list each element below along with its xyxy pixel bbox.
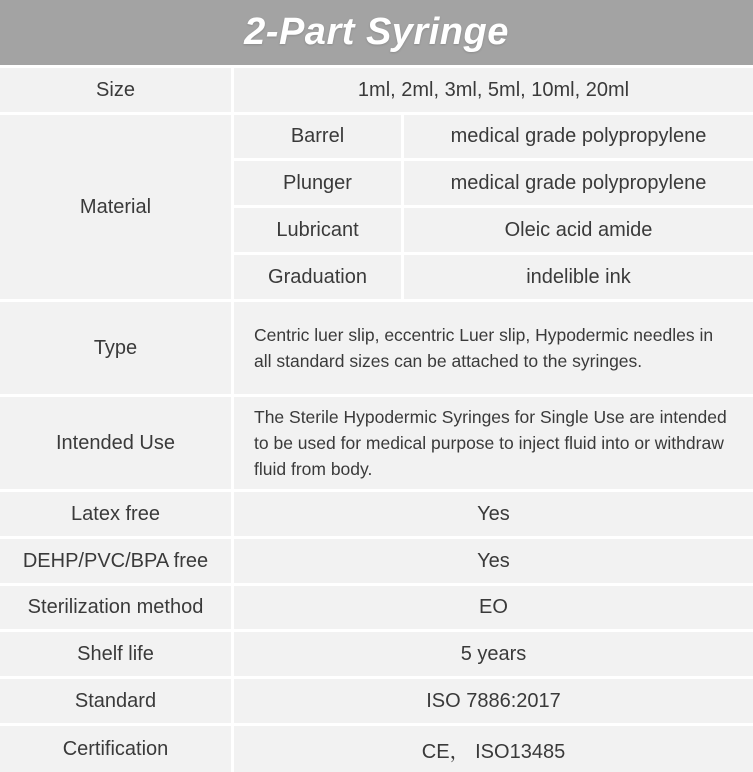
certification-value: CE， ISO13485 <box>234 726 753 772</box>
certification-label: Certification <box>0 726 231 772</box>
shelf-life-value: 5 years <box>234 632 753 676</box>
material-part-value: medical grade polypropylene <box>404 161 753 205</box>
latex-free-label: Latex free <box>0 492 231 536</box>
title-bar <box>0 0 753 65</box>
shelf-life-label: Shelf life <box>0 632 231 676</box>
material-label: Material <box>0 115 231 299</box>
material-part-label: Plunger <box>234 161 401 205</box>
material-part-label: Barrel <box>234 115 401 158</box>
size-label: Size <box>0 68 231 112</box>
dehp-free-value: Yes <box>234 539 753 583</box>
material-part-value: medical grade polypropylene <box>404 115 753 158</box>
size-value: 1ml, 2ml, 3ml, 5ml, 10ml, 20ml <box>234 68 753 112</box>
material-part-label: Lubricant <box>234 208 401 252</box>
material-part-value: Oleic acid amide <box>404 208 753 252</box>
intended-use-value: The Sterile Hypodermic Syringes for Single Use are intended to be used for medical purpose to inject fluid into or withdraw fluid from body. <box>234 397 753 489</box>
latex-free-value: Yes <box>234 492 753 536</box>
page-title: 2-Part Syringe <box>244 11 509 53</box>
intended-use-label: Intended Use <box>0 397 231 489</box>
sterilization-value: EO <box>234 586 753 629</box>
type-value: Centric luer slip, eccentric Luer slip, Hypodermic needles in all standard sizes can be attached to the syringes. <box>234 302 753 394</box>
standard-label: Standard <box>0 679 231 723</box>
dehp-free-label: DEHP/PVC/BPA free <box>0 539 231 583</box>
sterilization-label: Sterilization method <box>0 586 231 629</box>
type-label: Type <box>0 302 231 394</box>
material-part-label: Graduation <box>234 255 401 299</box>
material-part-value: indelible ink <box>404 255 753 299</box>
standard-value: ISO 7886:2017 <box>234 679 753 723</box>
